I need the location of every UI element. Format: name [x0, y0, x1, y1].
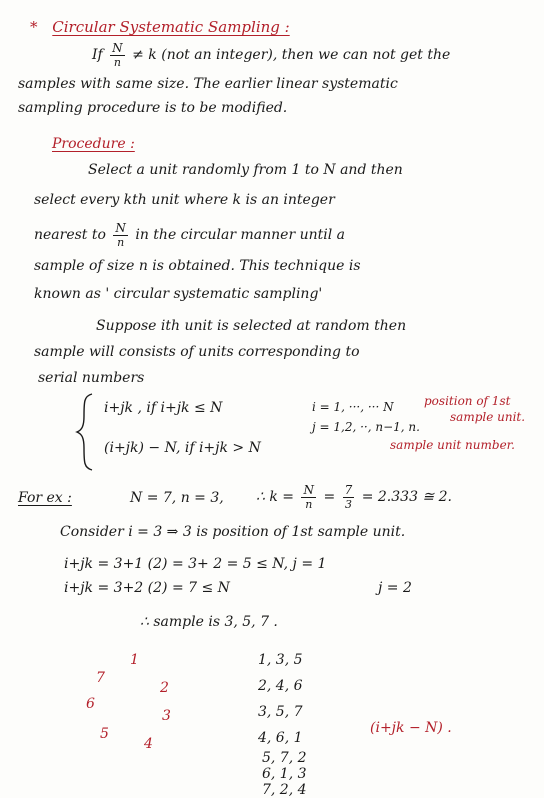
circle-num-1: 1: [130, 652, 139, 668]
sample-row: 3, 5, 7: [258, 704, 303, 720]
intro-if: If: [92, 47, 103, 63]
sample-row: 2, 4, 6: [258, 678, 303, 694]
procedure-line-3: [34, 222, 345, 248]
suppose-line-3: serial numbers: [38, 370, 145, 386]
example-calc-2: i+jk = 3+2 (2) = 7 ≤ N: [64, 580, 230, 596]
intro-condition: ≠ k (not an integer), then we can not get the: [132, 47, 451, 63]
example-j2: j = 2: [378, 580, 412, 596]
intro-line-2: samples with same size. The earlier linear systematic: [18, 76, 398, 92]
circle-num-2: 2: [160, 680, 169, 696]
case-1: i+jk , if i+jk ≤ N: [104, 400, 223, 416]
procedure-line-4: sample of size n is obtained. This technique is: [34, 258, 361, 274]
procedure-line-5: known as ' circular systematic sampling': [34, 286, 323, 302]
circle-num-3: 3: [162, 708, 171, 724]
suppose-line-2: sample will consists of units corresponding to: [34, 344, 360, 360]
case-2: (i+jk) − N, if i+jk > N: [104, 440, 261, 456]
sample-row: 1, 3, 5: [258, 652, 303, 668]
fraction-k: $\frac{N}{n}$: [303, 483, 314, 511]
star-bullet: *: [30, 18, 38, 36]
fraction-seven-thirds: $\frac{7}{3}$: [344, 483, 353, 511]
suppose-line-1: Suppose ith unit is selected at random then: [96, 318, 407, 334]
range-j: j = 1,2, ··, n−1, n.: [312, 420, 420, 434]
range-i: i = 1, ···, ··· N: [312, 400, 394, 414]
example-consider: Consider i = 3 ⇒ 3 is position of 1st sample unit.: [60, 524, 406, 540]
procedure-heading: Procedure :: [52, 136, 135, 152]
page-title: Circular Systematic Sampling :: [52, 18, 290, 36]
example-given: N = 7, n = 3,: [130, 490, 224, 506]
note-position-2: sample unit.: [450, 410, 526, 424]
circle-num-5: 5: [100, 726, 109, 742]
fraction-N-over-n-2: $\frac{N}{n}$: [115, 221, 126, 249]
procedure-line-2: select every kth unit where k is an integer: [34, 192, 335, 208]
heading: [30, 18, 290, 36]
circle-num-6: 6: [86, 696, 95, 712]
example-k: [256, 484, 452, 510]
example-calc-1: i+jk = 3+1 (2) = 3+ 2 = 5 ≤ N, j = 1: [64, 556, 327, 572]
sample-row: 7, 2, 4: [262, 782, 307, 798]
sample-row: 4, 6, 1: [258, 730, 303, 746]
modulo-note: (i+jk − N) .: [370, 720, 452, 736]
circle-num-7: 7: [96, 670, 105, 686]
k-equals: ∴ k =: [256, 489, 295, 505]
sample-row: 5, 7, 2: [262, 750, 307, 766]
procedure-nearest: nearest to: [34, 227, 106, 243]
circle-num-4: 4: [144, 736, 153, 752]
note-unit-number: sample unit number.: [390, 438, 515, 452]
sample-row: 6, 1, 3: [262, 766, 307, 782]
equals-sign: =: [323, 489, 336, 505]
fraction-N-over-n: $\frac{N}{n}$: [112, 41, 123, 69]
procedure-line-1: Select a unit randomly from 1 to N and then: [88, 162, 403, 178]
intro-line-1: [92, 42, 450, 68]
k-result: = 2.333 ≅ 2.: [361, 489, 452, 505]
procedure-circular: in the circular manner until a: [135, 227, 346, 243]
note-position: position of 1st: [424, 394, 511, 408]
example-label: For ex :: [18, 490, 72, 506]
example-sample: ∴ sample is 3, 5, 7 .: [140, 614, 278, 630]
intro-line-3: sampling procedure is to be modified.: [18, 100, 288, 116]
left-brace-icon: [74, 392, 96, 472]
